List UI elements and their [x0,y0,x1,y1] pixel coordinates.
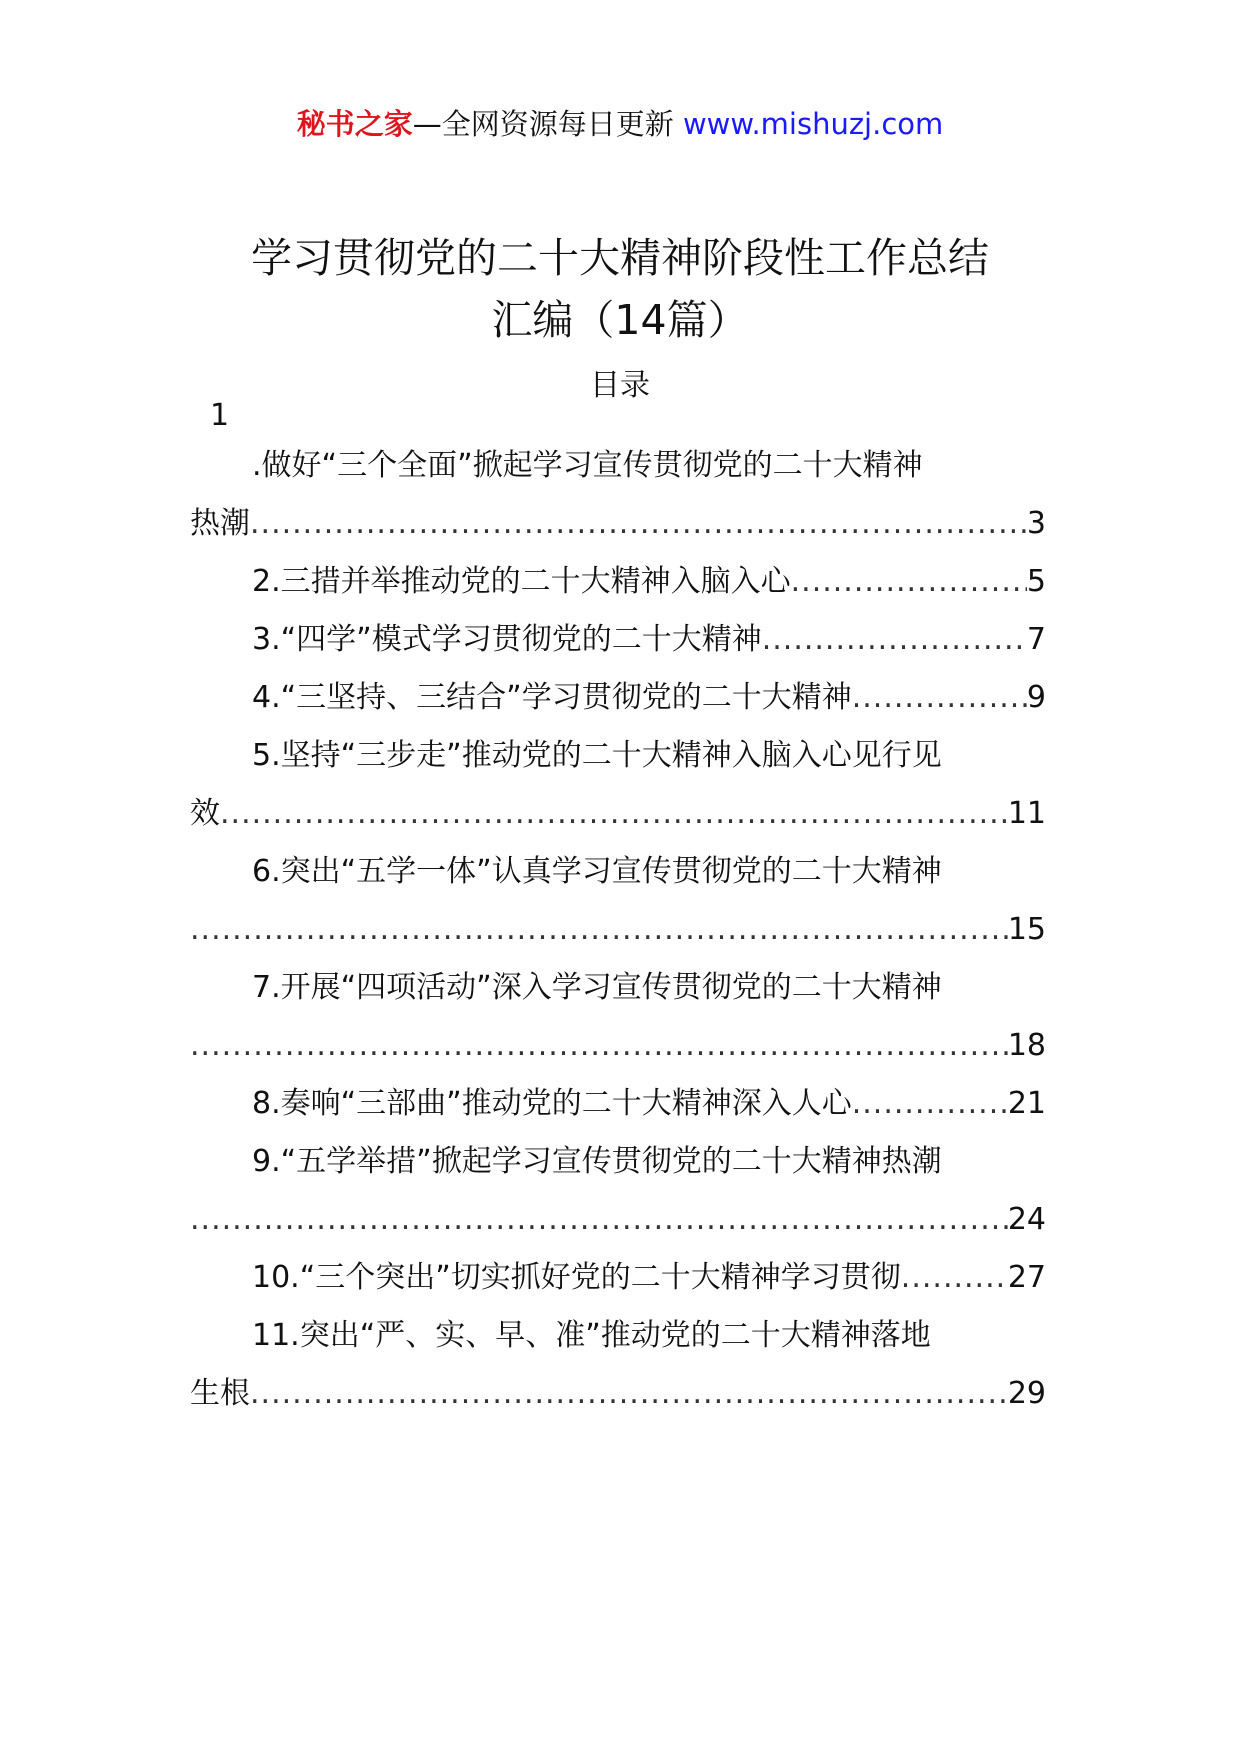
toc-entry-11-text: 11.突出“严、实、早、准”推动党的二十大精神落地 [252,1318,931,1353]
toc-entry-11-line-2[interactable] [190,1374,1046,1414]
leader-dots [190,910,1008,950]
toc-entry-2-page: 5 [1026,564,1046,599]
site-banner [0,104,1240,144]
toc-entry-5-text-cont: 效 [190,796,220,831]
toc-entry-1-page: 3 [1026,506,1046,541]
site-url-link[interactable]: www.mishuzj.com [682,107,944,141]
toc-entry-8-page: 21 [1007,1086,1046,1121]
toc-entry-6-line-2[interactable] [190,910,1046,950]
document-title-line-1: 学习贯彻党的二十大精神阶段性工作总结 [251,234,989,282]
toc-entry-9-page: 24 [1007,1202,1046,1237]
leader-dots [250,1374,1008,1414]
toc-entry-10-page: 27 [1007,1260,1046,1295]
toc-lead-number-text: 1 [210,398,230,433]
toc-entry-11-page: 29 [1007,1376,1046,1411]
toc-entry-5-text: 5.坚持“三步走”推动党的二十大精神入脑入心见行见 [252,738,942,773]
toc-entry-6-text: 6.突出“五学一体”认真学习宣传贯彻党的二十大精神 [252,854,942,889]
toc-entry-9-text: 9.“五学举措”掀起学习宣传贯彻党的二十大精神热潮 [252,1144,942,1179]
toc-entry-10[interactable] [252,1258,1046,1298]
toc-entry-5-line-2[interactable] [190,794,1046,834]
toc-entry-11-text-cont: 生根 [190,1376,250,1411]
toc-entry-6-page: 15 [1007,912,1046,947]
leader-dots [190,1026,1008,1066]
toc-entry-1-line-2[interactable] [190,504,1046,544]
leader-dots [852,678,1027,718]
toc-entry-3-text: 3.“四学”模式学习贯彻党的二十大精神 [252,622,762,657]
toc-entry-1-text-cont: 热潮 [190,506,250,541]
brand-name: 秘书之家 [296,107,413,141]
banner-tagline: —全网资源每日更新 [412,107,674,141]
toc-entry-7-page: 18 [1007,1028,1046,1063]
leader-dots [901,1258,1008,1298]
toc-entry-2[interactable] [252,562,1046,602]
toc-entry-8[interactable] [252,1084,1046,1124]
leader-dots [190,1200,1008,1240]
toc-entry-10-text: 10.“三个突出”切实抓好党的二十大精神学习贯彻 [252,1260,901,1295]
leader-dots [791,562,1027,602]
toc-entry-5-page: 11 [1007,796,1046,831]
toc-entry-8-text: 8.奏响“三部曲”推动党的二十大精神深入人心 [252,1086,852,1121]
toc-entry-7-text: 7.开展“四项活动”深入学习宣传贯彻党的二十大精神 [252,970,942,1005]
toc-entry-2-text: 2.三措并举推动党的二十大精神入脑入心 [252,564,791,599]
leader-dots [762,620,1027,660]
toc-entry-9-line-2[interactable] [190,1200,1046,1240]
toc-entry-3-page: 7 [1026,622,1046,657]
toc-entry-3[interactable] [252,620,1046,660]
document-title-line-2: 汇编（14篇） [491,296,749,344]
leader-dots [250,504,1027,544]
toc-entry-4-text: 4.“三坚持、三结合”学习贯彻党的二十大精神 [252,680,852,715]
toc-entry-7-line-2[interactable] [190,1026,1046,1066]
leader-dots [220,794,1008,834]
toc-heading: 目录 [590,368,650,403]
leader-dots [852,1084,1008,1124]
toc-entry-4-page: 9 [1026,680,1046,715]
toc-entry-4[interactable] [252,678,1046,718]
toc-entry-1-text: .做好“三个全面”掀起学习宣传贯彻党的二十大精神 [252,448,923,483]
